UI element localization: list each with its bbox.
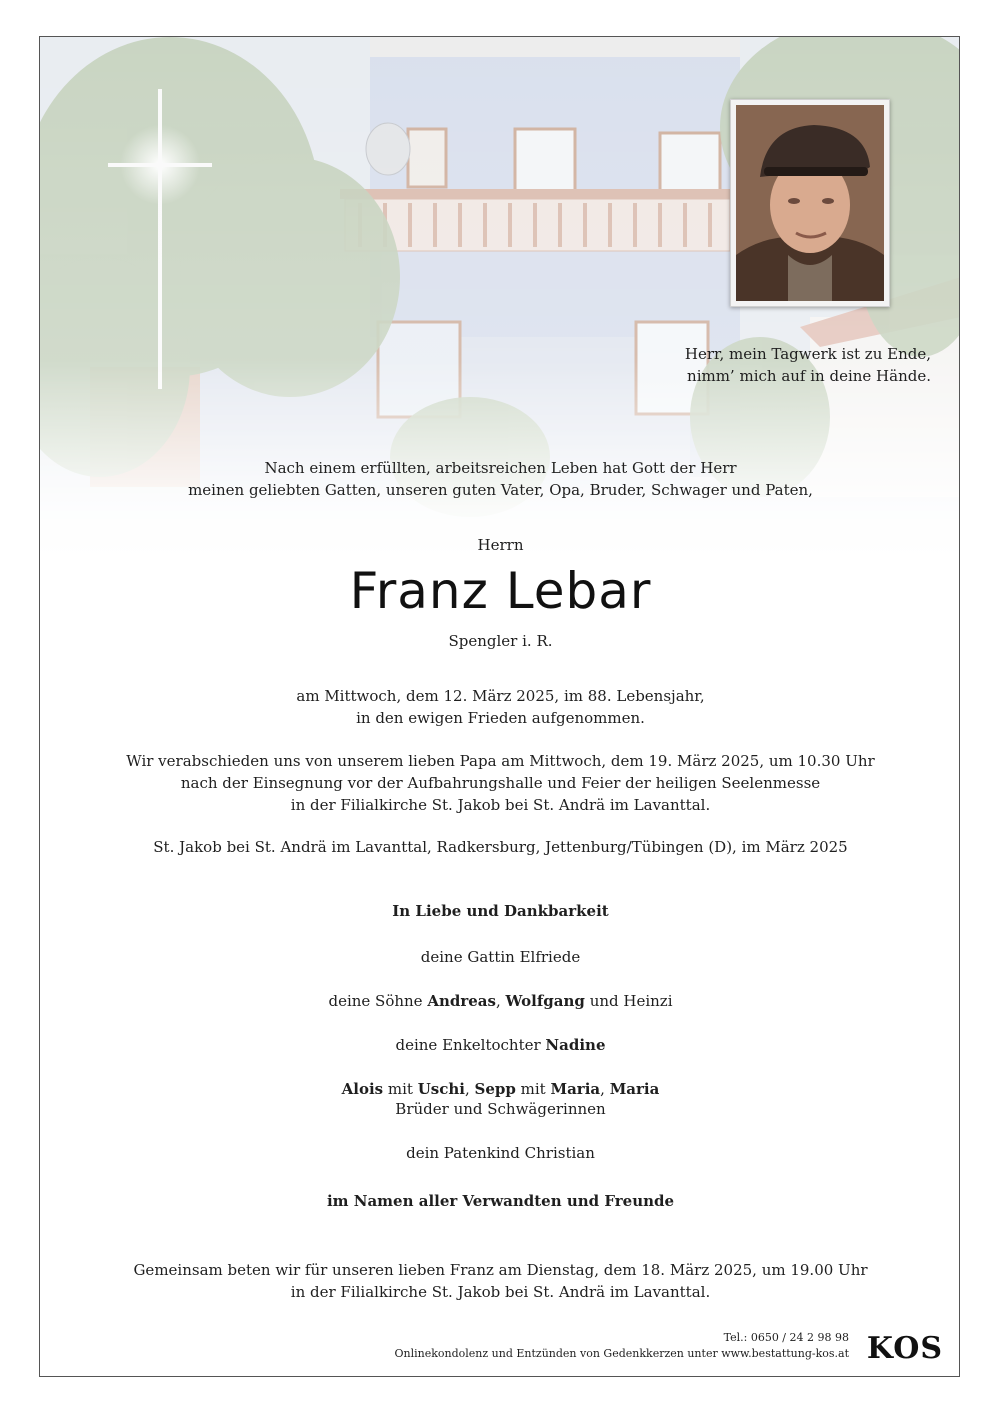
funeral-details <box>40 750 960 816</box>
son-name: Wolfgang <box>505 992 585 1010</box>
intro-line-1: Nach einem erfüllten, arbeitsreichen Leben hat Gott der Herr <box>264 459 737 477</box>
separator: , <box>495 992 506 1010</box>
mourner-godchild <box>40 1143 960 1163</box>
verse-line-2: nimm’ mich auf in deine Hände. <box>687 367 931 385</box>
verse-line-1: Herr, mein Tagwerk ist zu Ende, <box>684 345 931 363</box>
conjunction: und <box>584 992 624 1010</box>
prayer-notice <box>40 1259 960 1303</box>
prayer-line-1: Gemeinsam beten wir für unseren lieben Franz am Dienstag, dem 18. März 2025, um 19.00 Uhr <box>133 1261 868 1279</box>
mourner-siblings <box>40 1079 960 1119</box>
occupation: Spengler i. R. <box>448 632 553 650</box>
intro-text <box>40 457 960 501</box>
mourner-wife <box>40 947 960 967</box>
footer-online: Onlinekondolenz und Entzünden von Gedenkkerzen unter www.bestattung-kos.at <box>394 1347 849 1360</box>
godchild-prefix: dein Patenkind <box>406 1144 525 1162</box>
mourner-granddaughter <box>40 1035 960 1055</box>
son-name: Andreas <box>427 992 496 1010</box>
death-notice-line-1: am Mittwoch, dem 12. März 2025, im 88. Lebensjahr, <box>296 687 705 705</box>
granddaughter-prefix: deine Enkeltochter <box>395 1036 546 1054</box>
sibling-name: Sepp <box>474 1080 516 1098</box>
godchild-name: Christian <box>524 1144 595 1162</box>
sibling-spouse-name: Uschi <box>417 1080 465 1098</box>
granddaughter-name: Nadine <box>545 1036 606 1054</box>
funeral-line-3: in der Filialkirche St. Jakob bei St. Andrä im Lavanttal. <box>290 796 711 814</box>
kos-logo: KOS <box>866 1331 943 1366</box>
wife-prefix: deine Gattin <box>420 948 520 966</box>
mourners-heading: In Liebe und Dankbarkeit <box>392 902 609 920</box>
separator: , <box>600 1080 610 1098</box>
footer-contact <box>395 1330 850 1362</box>
with-text: mit <box>515 1080 551 1098</box>
mourner-sons <box>40 991 960 1011</box>
intro-line-2: meinen geliebten Gatten, unseren guten Vater, Opa, Bruder, Schwager und Paten, <box>188 481 813 499</box>
obituary-card <box>39 36 960 1377</box>
salutation: Herrn <box>477 536 524 554</box>
sons-prefix: deine Söhne <box>328 992 428 1010</box>
sibling-name: Maria <box>609 1080 660 1098</box>
prayer-line-2: in der Filialkirche St. Jakob bei St. Andrä im Lavanttal. <box>290 1283 711 1301</box>
wife-name: Elfriede <box>519 948 581 966</box>
with-text: mit <box>383 1080 418 1098</box>
sibling-spouse-name: Maria <box>550 1080 601 1098</box>
funeral-line-1: Wir verabschieden uns von unserem lieben Papa am Mittwoch, dem 19. März 2025, um 10.30 Uhr <box>126 752 875 770</box>
son-name: Heinzi <box>623 992 673 1010</box>
separator: , <box>464 1080 475 1098</box>
footer-phone: Tel.: 0650 / 24 2 98 98 <box>723 1331 849 1344</box>
verse <box>685 343 931 387</box>
siblings-caption: Brüder und Schwägerinnen <box>395 1100 606 1118</box>
death-notice-line-2: in den ewigen Frieden aufgenommen. <box>356 709 645 727</box>
deceased-name: Franz Lebar <box>349 562 652 620</box>
death-notice <box>40 685 960 729</box>
mourners-closing: im Namen aller Verwandten und Freunde <box>326 1192 675 1210</box>
portrait-photo <box>730 99 890 307</box>
funeral-line-2: nach der Einsegnung vor der Aufbahrungshalle und Feier der heiligen Seelenmesse <box>180 774 821 792</box>
portrait-image <box>736 105 884 301</box>
places-date: St. Jakob bei St. Andrä im Lavanttal, Radkersburg, Jettenburg/Tübingen (D), im März 2025 <box>153 838 848 856</box>
sibling-name: Alois <box>341 1080 384 1098</box>
